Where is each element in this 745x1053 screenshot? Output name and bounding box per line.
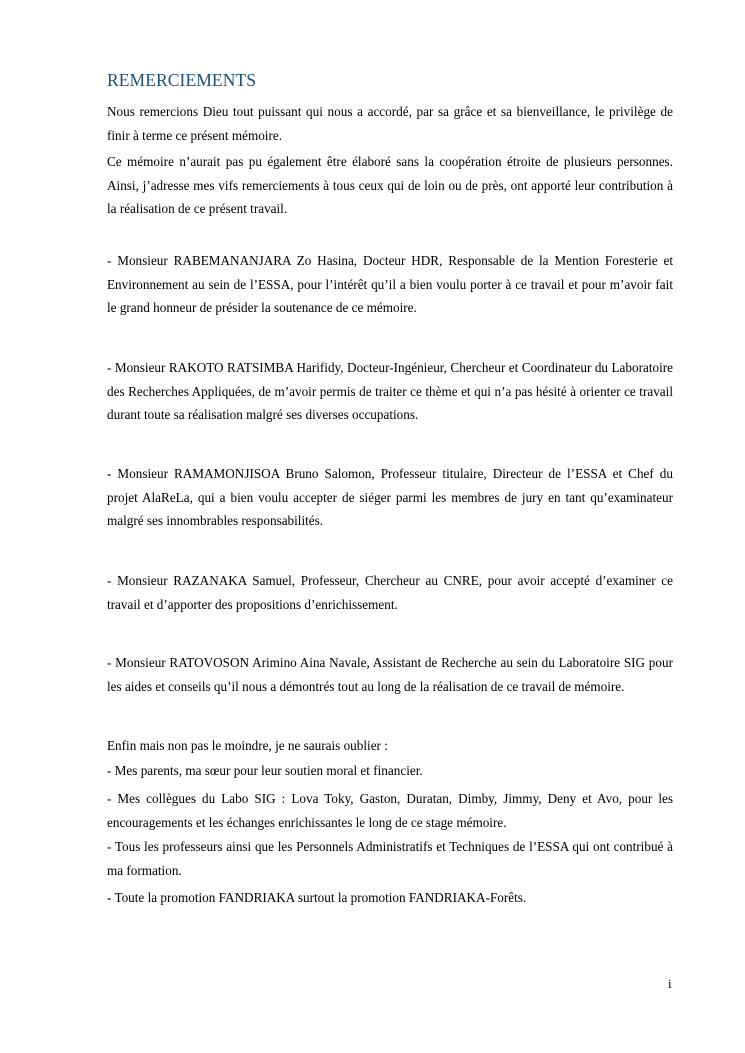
thanks-item-rakoto-ratsimba: - Monsieur RAKOTO RATSIMBA Harifidy, Docteur-Ingénieur, Chercheur et Coordinateur du Laboratoire des Recherches Appliquées, de m’avoir permis de traiter ce thème et qui n’a pas hésité à orienter ce travail durant toute sa réalisation malgré ses diverses occupations.	[107, 360, 673, 422]
intro-paragraph-1: Nous remercions Dieu tout puissant qui nous a accordé, par sa grâce et sa bienveillance, le privilège de finir à terme ce présent mémoire.	[107, 104, 673, 143]
page-number: i	[668, 976, 672, 991]
closing-intro: Enfin mais non pas le moindre, je ne saurais oublier :	[107, 738, 388, 753]
thanks-item-ramamonjisoa: - Monsieur RAMAMONJISOA Bruno Salomon, Professeur titulaire, Directeur de l’ESSA et Chef du projet AlaReLa, qui a bien voulu accepter de siéger parmi les membres de jury en tant qu’examinateur malgré ses innombrables responsabilités.	[107, 466, 673, 528]
thanks-item-razanaka: - Monsieur RAZANAKA Samuel, Professeur, Chercheur au CNRE, pour avoir accepté d’examiner ce travail et d’apporter des propositions d’enrichissement.	[107, 573, 673, 612]
closing-item-professors: - Tous les professeurs ainsi que les Personnels Administratifs et Techniques de l’ESSA qui ont contribué à ma formation.	[107, 839, 673, 878]
thanks-item-ratovoson: - Monsieur RATOVOSON Arimino Aina Navale, Assistant de Recherche au sein du Laboratoire SIG pour les aides et conseils qu’il nous a démontrés tout au long de la réalisation de ce travail de mémoire.	[107, 655, 673, 694]
thanks-item-rabemananjara: - Monsieur RABEMANANJARA Zo Hasina, Docteur HDR, Responsable de la Mention Foresterie et Environnement au sein de l’ESSA, pour l’intérêt qu’il a bien voulu porter à ce travail et pour m’avoir fait le grand honneur de présider la soutenance de ce mémoire.	[107, 253, 673, 315]
closing-item-colleagues: - Mes collègues du Labo SIG : Lova Toky, Gaston, Duratan, Dimby, Jimmy, Deny et Avo, pour les encouragements et les échanges enrichissantes le long de ce stage mémoire.	[107, 791, 673, 830]
page-title: REMERCIEMENTS	[107, 70, 257, 90]
closing-item-promotion: - Toute la promotion FANDRIAKA surtout la promotion FANDRIAKA-Forêts.	[107, 890, 527, 905]
closing-item-parents: - Mes parents, ma sœur pour leur soutien moral et financier.	[107, 763, 423, 778]
intro-paragraph-2: Ce mémoire n’aurait pas pu également être élaboré sans la coopération étroite de plusieurs personnes. Ainsi, j’adresse mes vifs remerciements à tous ceux qui de loin ou de près, ont apporté leur contribution à la réalisation de ce présent travail.	[107, 154, 673, 216]
